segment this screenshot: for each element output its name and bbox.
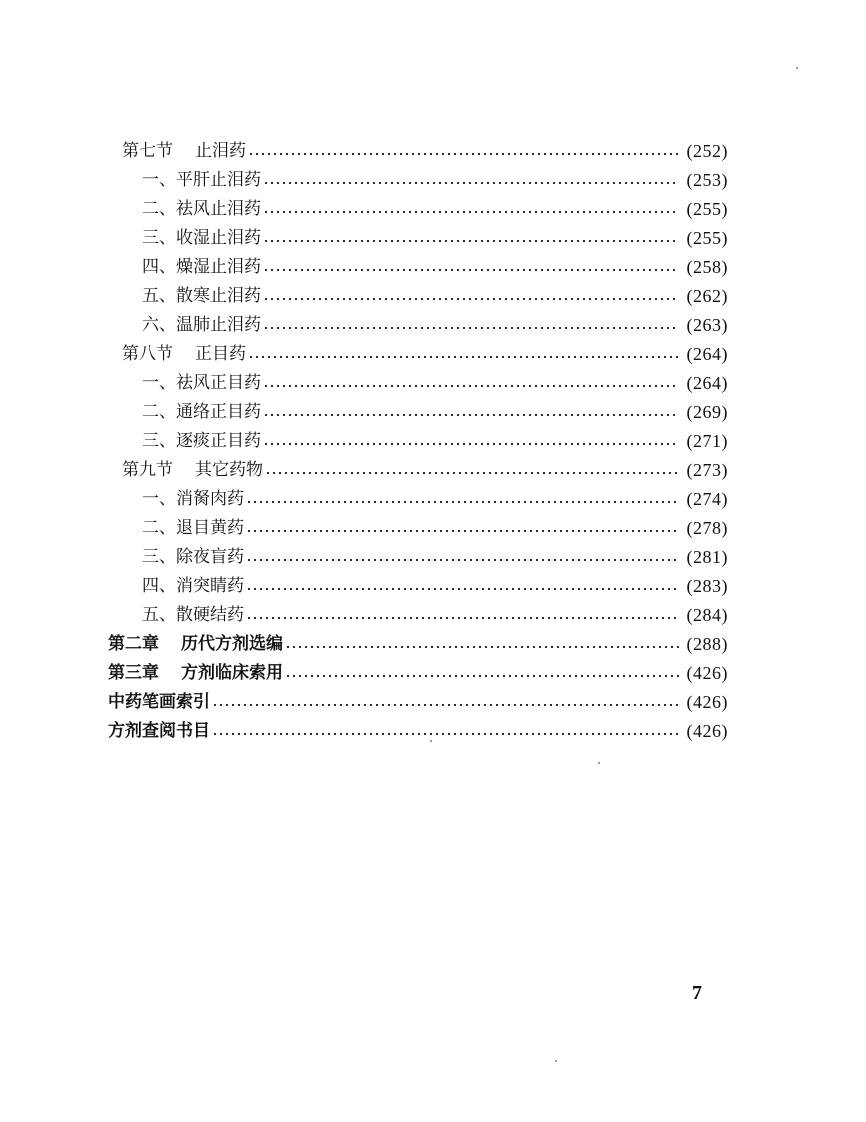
toc-entry-page: (264)	[686, 344, 728, 364]
toc-entry-page: (281)	[686, 547, 728, 567]
toc-entry-page: (284)	[686, 605, 728, 625]
toc-entry-label	[122, 340, 246, 369]
toc-entry	[122, 137, 728, 166]
toc-entry	[108, 688, 728, 717]
toc-entry	[142, 253, 728, 282]
toc-entry-page: (252)	[686, 141, 728, 161]
toc-entry-title: 方剂临床索用	[181, 663, 283, 683]
toc-entry-title: 四、消突睛药	[142, 576, 244, 596]
toc-entry-label	[142, 543, 244, 572]
toc-entry-title: 方剂查阅书目	[108, 721, 210, 741]
dot-leader	[263, 269, 679, 271]
toc-entry-label	[142, 572, 244, 601]
toc-entry-title: 历代方剂选编	[181, 634, 283, 654]
toc-entry-page: (278)	[686, 518, 728, 538]
toc-entry	[108, 630, 728, 659]
toc-entry-title: 四、燥湿止泪药	[142, 257, 261, 277]
dot-leader	[263, 298, 679, 300]
toc-entry-page: (426)	[686, 692, 728, 712]
toc-entry-number: 第七节	[122, 141, 173, 161]
dot-leader	[263, 414, 679, 416]
toc-entry-label	[108, 717, 210, 746]
toc-entry-number: 第二章	[108, 634, 159, 654]
toc-entry-title: 五、散硬结药	[142, 605, 244, 625]
dot-leader	[248, 356, 679, 358]
toc-entry-page: (273)	[686, 460, 728, 480]
toc-entry-label	[142, 195, 261, 224]
toc-entry	[142, 311, 728, 340]
toc-entry-label	[122, 137, 246, 166]
toc-entry-label	[108, 688, 210, 717]
scan-speck	[598, 762, 600, 764]
toc-entry-title: 二、退目黄药	[142, 518, 244, 538]
toc-entry-label	[142, 485, 244, 514]
dot-leader	[246, 559, 679, 561]
toc-entry	[142, 572, 728, 601]
toc-entry-page: (258)	[686, 257, 728, 277]
toc-entry	[142, 485, 728, 514]
toc-entry-title: 止泪药	[195, 141, 246, 161]
toc-entry-title: 正目药	[195, 344, 246, 364]
dot-leader	[248, 153, 679, 155]
dot-leader	[285, 646, 679, 648]
toc-entry-title: 三、逐痰正目药	[142, 431, 261, 451]
dot-leader	[246, 530, 679, 532]
toc-entry	[108, 659, 728, 688]
toc-entry-number: 第九节	[122, 460, 173, 480]
toc-entry-title: 六、温肺止泪药	[142, 315, 261, 335]
toc-entry-page: (283)	[686, 576, 728, 596]
toc-entry-title: 其它药物	[195, 460, 263, 480]
toc-entry-page: (263)	[686, 315, 728, 335]
toc-entry-label	[142, 427, 261, 456]
toc-entry-number: 第八节	[122, 344, 173, 364]
toc-entry-label	[108, 659, 283, 688]
dot-leader	[285, 675, 679, 677]
toc-entry-title: 三、除夜盲药	[142, 547, 244, 567]
dot-leader	[263, 385, 679, 387]
scan-speck	[555, 1060, 557, 1062]
toc-entry	[142, 282, 728, 311]
toc-entry	[142, 195, 728, 224]
toc-entry	[142, 601, 728, 630]
dot-leader	[246, 588, 679, 590]
toc-entry-page: (264)	[686, 373, 728, 393]
toc-entry	[142, 398, 728, 427]
toc-entry-page: (426)	[686, 663, 728, 683]
toc-entry-page: (426)	[686, 721, 728, 741]
toc-entry-label	[108, 630, 283, 659]
scan-speck	[430, 740, 432, 742]
toc-entry-label	[142, 311, 261, 340]
dot-leader	[212, 733, 679, 735]
toc-entry-page: (271)	[686, 431, 728, 451]
toc-entry-number: 第三章	[108, 663, 159, 683]
dot-leader	[265, 472, 679, 474]
toc-entry-title: 二、通络正目药	[142, 402, 261, 422]
toc-entry-label	[142, 224, 261, 253]
toc-entry-page: (269)	[686, 402, 728, 422]
toc-entry-label	[142, 253, 261, 282]
toc-entry-page: (288)	[686, 634, 728, 654]
toc-entry	[122, 340, 728, 369]
dot-leader	[212, 704, 679, 706]
toc-entry-page: (253)	[686, 170, 728, 190]
toc-entry-label	[122, 456, 263, 485]
toc-entry	[142, 543, 728, 572]
toc-entry-page: (255)	[686, 228, 728, 248]
toc-entry-title: 三、收湿止泪药	[142, 228, 261, 248]
dot-leader	[246, 617, 679, 619]
dot-leader	[263, 240, 679, 242]
toc-entry	[142, 369, 728, 398]
toc-entry-label	[142, 398, 261, 427]
toc-entry-page: (262)	[686, 286, 728, 306]
toc-entry	[142, 514, 728, 543]
toc-entry-title: 一、祛风正目药	[142, 373, 261, 393]
toc-entry-title: 二、祛风止泪药	[142, 199, 261, 219]
toc-entry-title: 一、平肝止泪药	[142, 170, 261, 190]
toc-entry-label	[142, 601, 244, 630]
toc-entry-page: (274)	[686, 489, 728, 509]
dot-leader	[263, 327, 679, 329]
toc-entry	[122, 456, 728, 485]
dot-leader	[263, 182, 679, 184]
toc-entry	[108, 717, 728, 746]
toc-entry-label	[142, 282, 261, 311]
toc-entry-page: (255)	[686, 199, 728, 219]
toc-entry-title: 五、散寒止泪药	[142, 286, 261, 306]
toc-entry	[142, 224, 728, 253]
toc-entry	[142, 166, 728, 195]
toc-entry	[142, 427, 728, 456]
toc-entry-title: 一、消胬肉药	[142, 489, 244, 509]
toc-entry-label	[142, 514, 244, 543]
page-number: 7	[692, 982, 702, 1004]
scan-speck	[796, 67, 798, 69]
dot-leader	[246, 501, 679, 503]
toc-entry-label	[142, 166, 261, 195]
toc-entry-label	[142, 369, 261, 398]
dot-leader	[263, 443, 679, 445]
toc-entry-title: 中药笔画索引	[108, 692, 210, 712]
dot-leader	[263, 211, 679, 213]
